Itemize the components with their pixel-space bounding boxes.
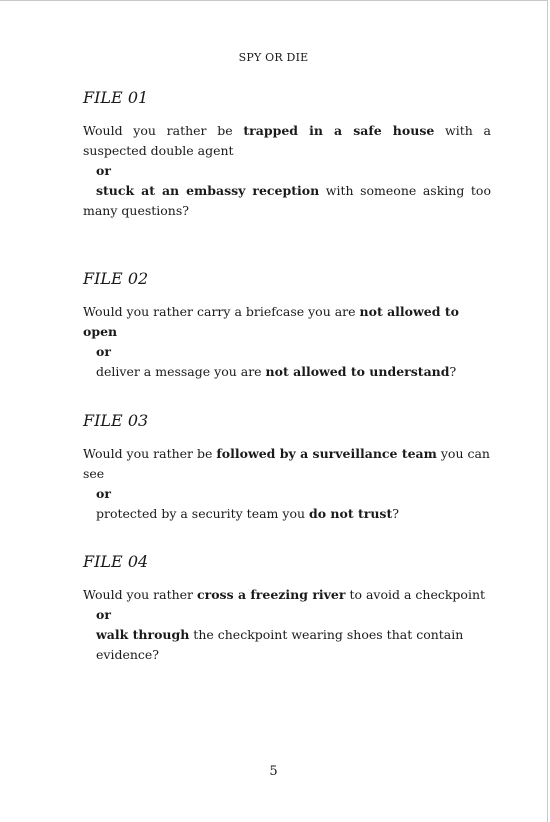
question-text: the checkpoint wearing shoes that contain evidence? [96, 627, 464, 662]
question-block [83, 302, 491, 382]
file-section-03 [83, 411, 491, 524]
question-emphasis: walk through [96, 627, 190, 642]
question-block [83, 121, 491, 221]
question-emphasis: followed by a surveillance team [216, 446, 437, 461]
or-separator [83, 605, 491, 625]
file-section-04 [83, 552, 491, 665]
or-label: or [96, 607, 111, 622]
question-text: with someone asking too many questions? [83, 183, 491, 218]
question-text: protected by a security team you [96, 506, 309, 521]
question-text: to avoid a checkpoint [345, 587, 486, 602]
question-text: ? [392, 506, 399, 521]
question-emphasis: not allowed to understand [265, 364, 450, 379]
file-title: FILE 02 [83, 269, 149, 288]
question-emphasis: not allowed to open [83, 304, 459, 339]
or-label: or [96, 344, 111, 359]
question-emphasis: stuck at an embassy reception [96, 183, 320, 198]
question-block [83, 444, 491, 524]
question-text: with a suspected double agent [83, 123, 491, 158]
or-separator [83, 342, 491, 362]
question-option-a [83, 121, 491, 161]
or-label: or [96, 163, 111, 178]
question-emphasis: do not trust [309, 506, 393, 521]
question-option-b [83, 625, 491, 665]
question-option-a [83, 302, 491, 342]
question-emphasis: cross a freezing river [197, 587, 346, 602]
or-separator [83, 484, 491, 504]
question-text: Would you rather [83, 587, 198, 602]
question-option-b [83, 362, 491, 382]
question-text: Would you rather carry a briefcase you are [83, 304, 360, 319]
question-option-b [83, 504, 491, 524]
file-title: FILE 03 [83, 411, 149, 430]
page-number: 5 [269, 764, 278, 779]
question-text: ? [449, 364, 457, 379]
file-section-02 [83, 269, 491, 382]
question-option-b [83, 181, 491, 221]
question-text: deliver a message you are [96, 364, 266, 379]
file-section-01 [83, 88, 491, 221]
question-option-a [83, 585, 491, 605]
question-emphasis: trapped in a safe house [243, 123, 435, 138]
question-text: Would you rather be [83, 446, 217, 461]
file-title: FILE 01 [83, 88, 149, 107]
question-text: you can see [83, 446, 490, 481]
or-separator [83, 161, 491, 181]
question-block [83, 585, 491, 665]
file-title: FILE 04 [83, 552, 149, 571]
question-option-a [83, 444, 491, 484]
running-head: SPY OR DIE [238, 51, 309, 64]
question-text: Would you rather be [83, 123, 244, 138]
or-label: or [96, 486, 111, 501]
